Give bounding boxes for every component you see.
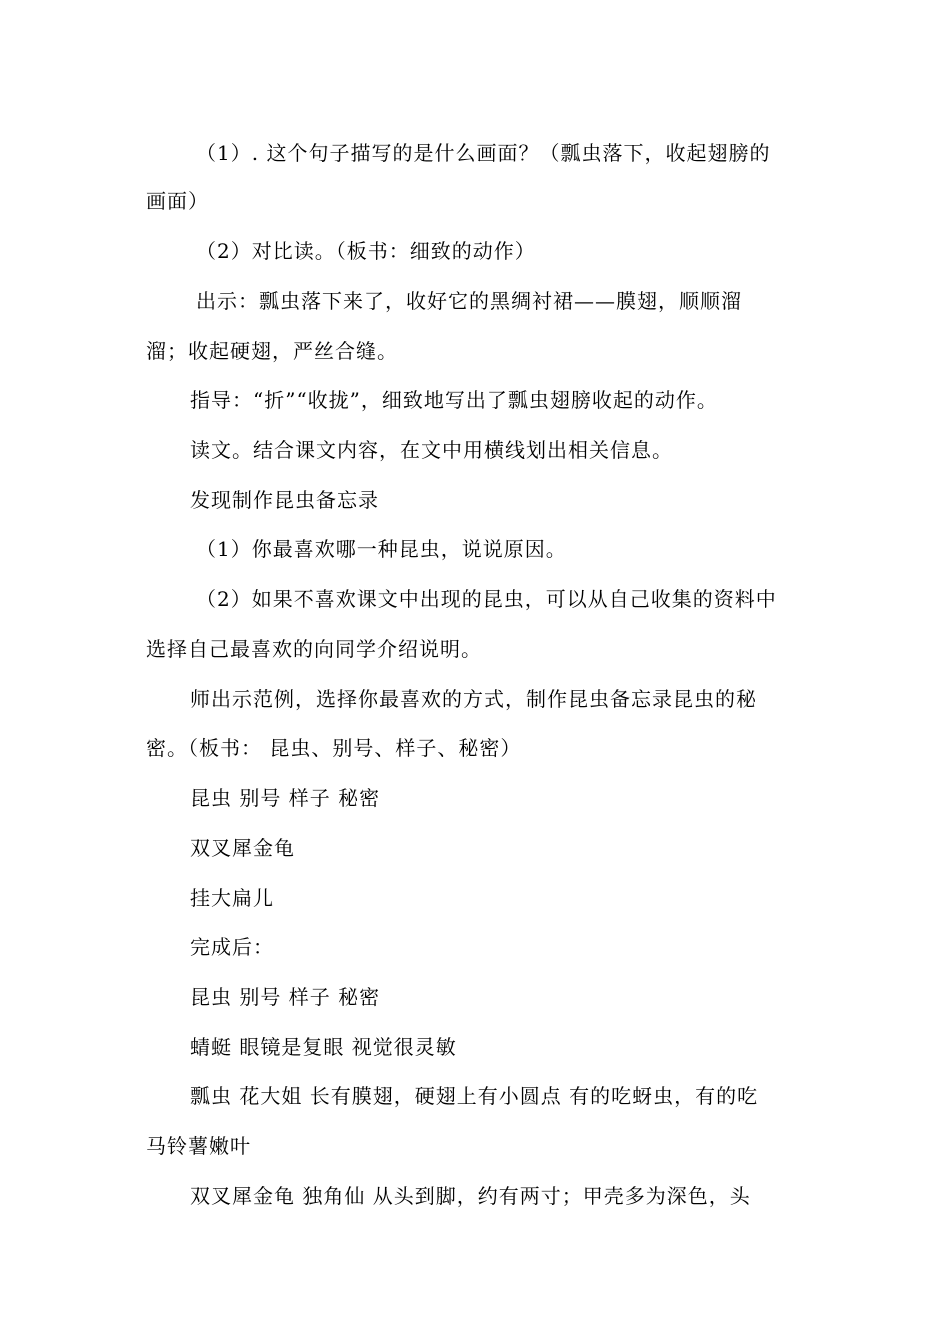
text-line: 完成后： <box>190 935 274 959</box>
text-line: （2）对比读。（板书：细致的动作） <box>196 239 536 263</box>
text-line: 画面） <box>146 189 209 213</box>
text-line: 挂大扁儿 <box>190 886 274 910</box>
text-line: 溜；收起硬翅，严丝合缝。 <box>146 339 398 363</box>
text-line: 出示：瓢虫落下来了，收好它的黑绸衬裙——膜翅，顺顺溜 <box>196 289 742 313</box>
text-line: （1）. 这个句子描写的是什么画面？（瓢虫落下，收起翅膀的 <box>196 141 771 165</box>
text-line: 密。（板书： 昆虫、别号、样子、秘密） <box>146 736 522 760</box>
text-line: 蜻蜓 眼镜是复眼 视觉很灵敏 <box>190 1035 457 1059</box>
text-line: 选择自己最喜欢的向同学介绍说明。 <box>146 637 482 661</box>
text-line: 瓢虫 花大姐 长有膜翅，硬翅上有小圆点 有的吃蚜虫，有的吃 <box>190 1084 759 1108</box>
text-line: （1）你最喜欢哪一种昆虫，说说原因。 <box>196 537 567 561</box>
text-line: 读文。结合课文内容，在文中用横线划出相关信息。 <box>190 438 673 462</box>
text-line: 发现制作昆虫备忘录 <box>190 488 379 512</box>
text-line: （2）如果不喜欢课文中出现的昆虫，可以从自己收集的资料中 <box>196 587 777 611</box>
text-line: 指导：“折”“收拢”，细致地写出了瓢虫翅膀收起的动作。 <box>190 388 718 412</box>
text-line: 双叉犀金龟 独角仙 从头到脚，约有两寸；甲壳多为深色，头 <box>190 1184 751 1208</box>
text-line: 马铃薯嫩叶 <box>146 1134 251 1158</box>
text-line: 昆虫 别号 样子 秘密 <box>190 786 381 810</box>
text-line: 师出示范例，选择你最喜欢的方式，制作昆虫备忘录昆虫的秘 <box>190 687 757 711</box>
text-line: 昆虫 别号 样子 秘密 <box>190 985 381 1009</box>
text-line: 双叉犀金龟 <box>190 836 295 860</box>
